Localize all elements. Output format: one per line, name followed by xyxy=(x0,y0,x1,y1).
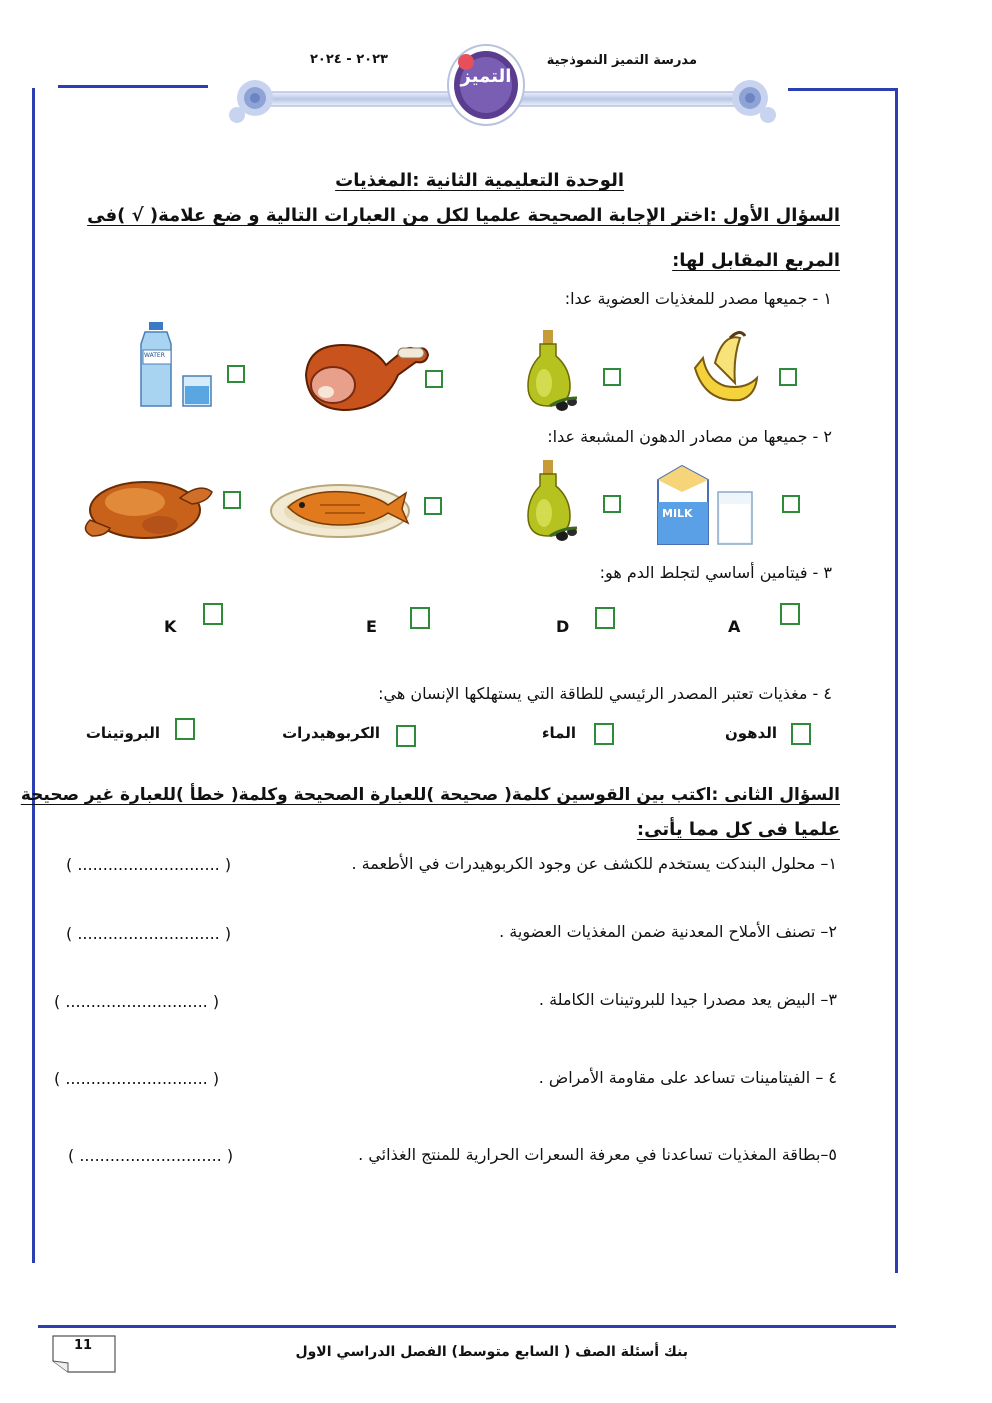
q1-item-4-text: ٤ - مغذيات تعتبر المصدر الرئيسي للطاقة التي يستهلكها الإنسان هي: xyxy=(378,684,832,703)
water-label: WATER xyxy=(144,352,165,359)
q2-item-2-text: ٢– تصنف الأملاح المعدنية ضمن المغذيات العضوية . xyxy=(499,922,837,941)
q2-item-2-answer[interactable]: ( ............................ ) xyxy=(66,924,232,943)
q1-item-4-checkbox-4[interactable] xyxy=(175,718,195,740)
school-year: ٢٠٢٣ - ٢٠٢٤ xyxy=(310,52,388,67)
q1-item-1-checkbox-2[interactable] xyxy=(603,368,621,386)
chicken-image xyxy=(80,470,215,545)
q1-item-3-option-d: D xyxy=(556,617,570,636)
q1-item-3-option-e: E xyxy=(366,617,377,636)
q1-item-1-checkbox-1[interactable] xyxy=(779,368,797,386)
q2-item-4-text: ٤ – الفيتامينات تساعد على مقاومة الأمراض . xyxy=(538,1068,837,1087)
q1-item-4-checkbox-3[interactable] xyxy=(396,725,416,747)
q2-item-1-answer[interactable]: ( ............................ ) xyxy=(66,855,232,874)
q1-item-4-option-2: الماء xyxy=(541,724,576,742)
q1-item-3-checkbox-k[interactable] xyxy=(203,603,223,625)
water-image xyxy=(135,320,215,408)
q1-item-1-checkbox-3[interactable] xyxy=(425,370,443,388)
frame-right-line xyxy=(895,88,898,1273)
q2-item-4-answer[interactable]: ( ............................ ) xyxy=(54,1069,220,1088)
frame-bottom-line xyxy=(38,1325,896,1328)
page-number-box xyxy=(52,1335,116,1373)
question2-heading: السؤال الثانى :اكتب بين القوسين كلمة( صحيحة )للعبارة الصحيحة وكلمة( خطأ )للعبارة غير صحيحة xyxy=(20,785,840,805)
olive-oil-image-2 xyxy=(522,458,582,543)
q1-item-2-checkbox-3[interactable] xyxy=(424,497,442,515)
banana-image xyxy=(685,328,765,408)
q1-item-2-checkbox-2[interactable] xyxy=(603,495,621,513)
logo-text: التميز xyxy=(460,66,512,87)
q1-item-1-checkbox-4[interactable] xyxy=(227,365,245,383)
frame-top-left-line xyxy=(58,85,208,88)
q2-item-3-text: ٣– البيض يعد مصدرا جيدا للبروتينات الكاملة . xyxy=(538,990,837,1009)
q1-item-4-option-4: البروتينات xyxy=(85,724,160,742)
q2-item-5-answer[interactable]: ( ............................ ) xyxy=(68,1146,234,1165)
q1-item-4-option-3: الكربوهيدرات xyxy=(282,724,380,742)
q2-item-1-text: ١– محلول البندكت يستخدم للكشف عن وجود الكربوهيدرات في الأطعمة . xyxy=(351,854,837,873)
q1-item-3-checkbox-e[interactable] xyxy=(410,607,430,629)
q1-item-1-text: ١ - جميعها مصدر للمغذيات العضوية عدا: xyxy=(564,289,832,308)
fish-image xyxy=(270,475,412,540)
q1-item-3-checkbox-d[interactable] xyxy=(595,607,615,629)
q1-item-3-option-k: K xyxy=(164,617,177,636)
q2-item-5-text: ٥–بطاقة المغذيات تساعدنا في معرفة السعرات الحرارية للمنتج الغذائي . xyxy=(358,1145,837,1164)
q1-item-3-option-a: A xyxy=(728,617,741,636)
q1-item-2-checkbox-1[interactable] xyxy=(782,495,800,513)
footer-text: بنك أسئلة الصف ( السابع متوسط) الفصل الدراسي الاول xyxy=(295,1344,688,1360)
question1-heading: السؤال الأول :اختر الإجابة الصحيحة علميا لكل من العبارات التالية و ضع علامة( √ )فى xyxy=(87,205,840,226)
q1-item-3-text: ٣ - فيتامين أساسي لتجلط الدم هو: xyxy=(599,563,832,582)
q1-item-2-checkbox-4[interactable] xyxy=(223,491,241,509)
meat-image xyxy=(298,330,433,415)
question2-heading-cont: علميا فى كل مما يأتى: xyxy=(636,819,840,840)
page-number: 11 xyxy=(74,1338,93,1353)
q1-item-3-checkbox-a[interactable] xyxy=(780,603,800,625)
frame-top-right-line xyxy=(788,88,896,91)
q1-item-2-text: ٢ - جميعها من مصادر الدهون المشبعة عدا: xyxy=(547,427,832,446)
rose-left-icon xyxy=(229,80,273,123)
school-name: مدرسة التميز النموذجية xyxy=(546,53,697,68)
q1-item-4-option-1: الدهون xyxy=(724,724,777,742)
rose-right-icon xyxy=(732,80,776,123)
frame-left-line xyxy=(32,88,35,1263)
school-logo xyxy=(446,44,526,126)
q2-item-3-answer[interactable]: ( ............................ ) xyxy=(54,992,220,1011)
q1-item-4-checkbox-1[interactable] xyxy=(791,723,811,745)
question1-heading-cont: المربع المقابل لها: xyxy=(672,250,840,271)
olive-oil-image-1 xyxy=(522,328,582,413)
unit-title: الوحدة التعليمية الثانية :المغذيات xyxy=(335,170,624,191)
milk-label: MILK xyxy=(662,507,693,520)
milk-image xyxy=(652,462,757,547)
q1-item-4-checkbox-2[interactable] xyxy=(594,723,614,745)
